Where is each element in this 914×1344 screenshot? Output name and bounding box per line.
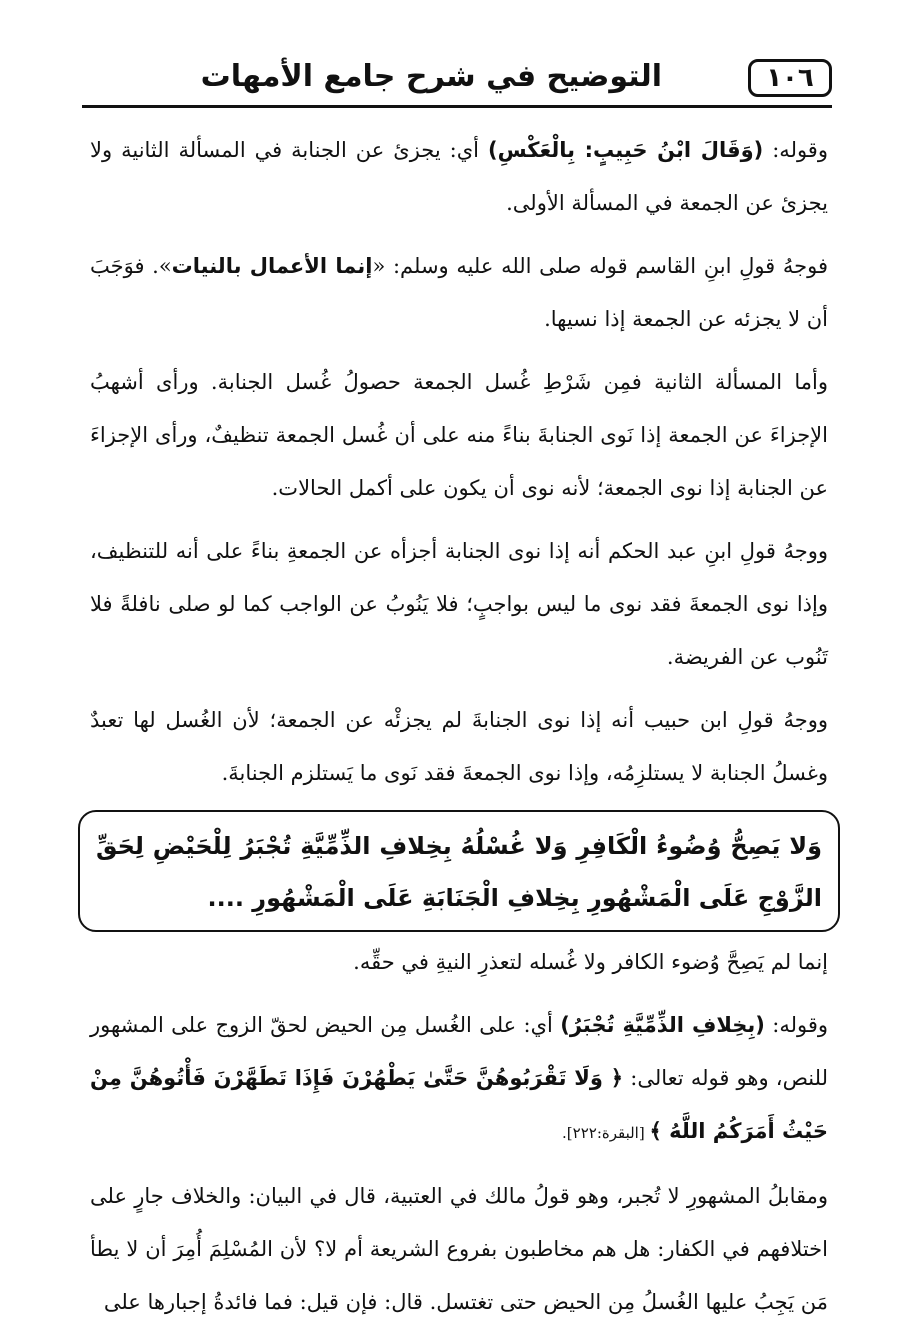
header-rule <box>82 105 832 108</box>
paragraph-1 <box>90 124 828 230</box>
paragraph-4: ووجهُ قولِ ابنِ عبد الحكم أنه إذا نوى الجنابة أجزأه عن الجمعةِ بناءً على أنه للتنظيف، وإذا نوى الجمعةَ فقد نوى ما ليس بواجبٍ؛ فلا يَنُوبُ عن الواجب كما لو صلى نافلةً فلا تَنُوب عن الفريضة. <box>90 539 828 669</box>
text-run: فوجهُ قولِ ابنِ القاسم قوله صلى الله عليه وسلم: « <box>372 254 828 278</box>
quoted-matn-phrase: (وَقَالَ ابْنُ حَبِيبٍ: بِالْعَكْسِ) <box>488 138 764 162</box>
paragraph-8: ومقابلُ المشهورِ لا تُجبر، وهو قولُ مالك في العتبية، قال في البيان: والخلاف جارٍ على اختلافهم في الكفار: هل هم مخاطبون بفروع الشريعة أم لا؟ لأن المُسْلِمَ أُمِرَ أن لا يطأ مَن يَجِبُ عليها الغُسلُ مِن الحيض حتى تغتسل. قال: فإن قيل: فما فائدةُ إجبارها على <box>90 1184 828 1314</box>
text-run: أي: يجزئ عن الجنابة في المسألة الثانية ولا يجزئ عن الجمعة في المسألة الأولى. <box>90 138 828 215</box>
text-run: أي: على الغُسل مِن الحيض لحقّ الزوج على المشهور للنص، وهو قوله تعالى: <box>90 1013 828 1090</box>
quoted-matn-phrase: (بِخِلافِ الذِّمِّيَّةِ تُجْبَرُ) <box>560 1013 765 1037</box>
page-body <box>90 124 828 1339</box>
paragraph-7 <box>90 999 828 1160</box>
text-run: ». فوَجَبَ أن لا يجزئه عن الجمعة إذا نسيها. <box>90 254 828 331</box>
running-title: التوضيح في شرح جامع الأمهات <box>200 59 662 94</box>
text-run: وقوله: <box>763 138 828 162</box>
page-number: ١٠٦ <box>748 59 832 97</box>
page-header <box>82 55 832 105</box>
paragraph-6: إنما لم يَصِحَّ وُضوء الكافر ولا غُسله لتعذرِ النيةِ في حقِّه. <box>353 950 828 974</box>
text-run: وقوله: <box>764 1013 829 1037</box>
hadith-quote: إنما الأعمال بالنيات <box>171 254 373 278</box>
paragraph-2 <box>90 240 828 346</box>
matn-box: وَلا يَصِحُّ وُضُوءُ الْكَافِرِ وَلا غُسْلُهُ بِخِلافِ الذِّمِّيَّةِ تُجْبَرُ لِلْحَيْضِ لِحَقِّ الزَّوْجِ عَلَى الْمَشْهُورِ بِخِلافِ الْجَنَابَةِ عَلَى الْمَشْهُورِ .... <box>78 810 840 932</box>
verse-reference: [البقرة:٢٢٢]. <box>562 1124 650 1142</box>
paragraph-5: ووجهُ قولِ ابن حبيب أنه إذا نوى الجنابةَ لم يجزئْه عن الجمعة؛ لأن الغُسل لها تعبدٌ وغسلُ الجنابة لا يستلزِمُه، وإذا نوى الجمعةَ فقد نَوى ما يَستلزم الجنابةَ. <box>90 708 828 785</box>
quran-verse: ﴿ وَلَا تَقْرَبُوهُنَّ حَتَّىٰ يَطْهُرْنَ فَإِذَا تَطَهَّرْنَ فَأْتُوهُنَّ مِنْ حَيْثُ أَمَرَكُمُ اللَّهُ ﴾ <box>90 1066 828 1143</box>
paragraph-3: وأما المسألة الثانية فمِن شَرْطِ غُسل الجمعة حصولُ غُسل الجنابة. ورأى أشهبُ الإجزاءَ عن الجمعة إذا نَوى الجنابةَ بناءً منه على أن غُسل الجمعة تنظيفٌ، ورأى الإجزاءَ عن الجنابة إذا نوى الجمعة؛ لأنه نوى أن يكون على أكمل الحالات. <box>90 370 828 500</box>
